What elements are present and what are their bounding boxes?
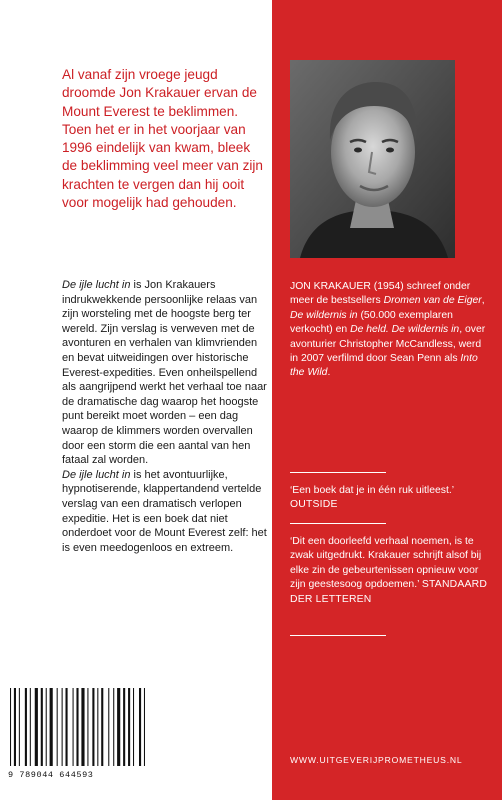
barcode-bar [87,688,88,766]
barcode-bar [139,688,141,766]
bio-film-title: Into the Wild [290,353,478,379]
barcode-bars [10,688,145,766]
book-title: De ijle lucht in [62,468,131,481]
quote-source: OUTSIDE [290,499,338,511]
bio-book-title: Dromen van de Eiger [383,295,482,307]
barcode-bar [73,688,74,766]
barcode-bar [14,688,16,766]
publisher-website: WWW.UITGEVERIJPROMETHEUS.NL [290,755,463,765]
barcode-bar [46,688,47,766]
barcode-bar [97,688,98,766]
quote-text: ‘Een boek dat je in één ruk uitleest.’ [290,485,454,496]
quote-text: ‘Dit een doorleefd verhaal noemen, is te zwak uitgedrukt. Krakauer schrijft alsof bij elke zin de gebeurtenissen opnieuw voor zijn geestesoog opdoemen.’ [290,536,482,591]
bio-text: . [327,367,331,379]
barcode-bar [108,688,109,766]
barcode-bar [50,688,53,766]
barcode-bar [133,688,134,766]
description-part-1: is Jon Krakauers indrukwekkende persoonlijke relaas van zijn worsteling met de hoogste berg ter wereld. Zijn verslag is verweven met de avonturen en verhalen van klimvrienden en bevat uitweidingen over historische Everest-expedities. Even onheilspellend als aangrijpend werkt het verhaal toe naar de dramatische dag waarop het hoogste punt bereikt moet worden – een dag waarop de klimmers worden overvallen door een storm die een aantal van hen fataal zal worden. [62,279,267,467]
barcode-bar [25,688,27,766]
barcode-bar [62,688,63,766]
barcode-bar [123,688,125,766]
barcode-bar [81,688,84,766]
divider-rule [290,523,386,524]
barcode-bar [66,688,68,766]
author-photo [290,60,455,258]
description-part-2: is het avontuurlijke, hypnotiserende, klappertandend vertelde verslag van een dramatisch verlopen expeditie. Het is een boek dat niet onderdoet voor de Mount Everest zelf: het is even meedogenloos en extreem. [62,468,267,554]
barcode-bar [10,688,11,766]
quote-source: STANDAARD DER LETTEREN [290,579,488,605]
author-bio [290,280,486,381]
book-title: De ijle lucht in [62,279,131,291]
barcode-bar [117,688,120,766]
barcode-bar [128,688,130,766]
bio-book-title: De wildernis in [290,309,358,321]
barcode-bar [19,688,20,766]
bio-text: (50.000 exemplaren verkocht) en [290,309,453,336]
barcode-bar [35,688,38,766]
divider-rule [290,472,386,473]
author-name: JON KRAKAUER [290,281,371,292]
quote-standaard [290,535,490,607]
bio-text: (1954) schreef onder meer de bestsellers [290,281,471,307]
barcode [4,686,152,782]
description-text [62,278,268,555]
bio-text: , [481,295,485,307]
divider-rule [290,635,386,636]
barcode-bar [57,688,58,766]
quote-outside [290,484,490,513]
barcode-bar [113,688,114,766]
barcode-bar [144,688,145,766]
barcode-bar [41,688,43,766]
bio-text: , over avonturier Christopher McCandless, werd in 2007 verfilmd door Sean Penn als [290,324,486,365]
bio-book-title: De held. De wildernis in [350,324,460,336]
intro-text: Al vanaf zijn vroege jeugd droomde Jon Krakauer ervan de Mount Everest te beklimmen. Toen het er in het voorjaar van 1996 eindelijk van kwam, bleek de beklimming veel meer van zijn krachten te vergen dan hij ooit voor mogelijk had gehouden. [62,67,263,211]
barcode-bar [76,688,78,766]
barcode-bar [30,688,31,766]
barcode-bar [92,688,94,766]
isbn-number: 9 789044 644593 [8,770,94,780]
barcode-bar [101,688,103,766]
